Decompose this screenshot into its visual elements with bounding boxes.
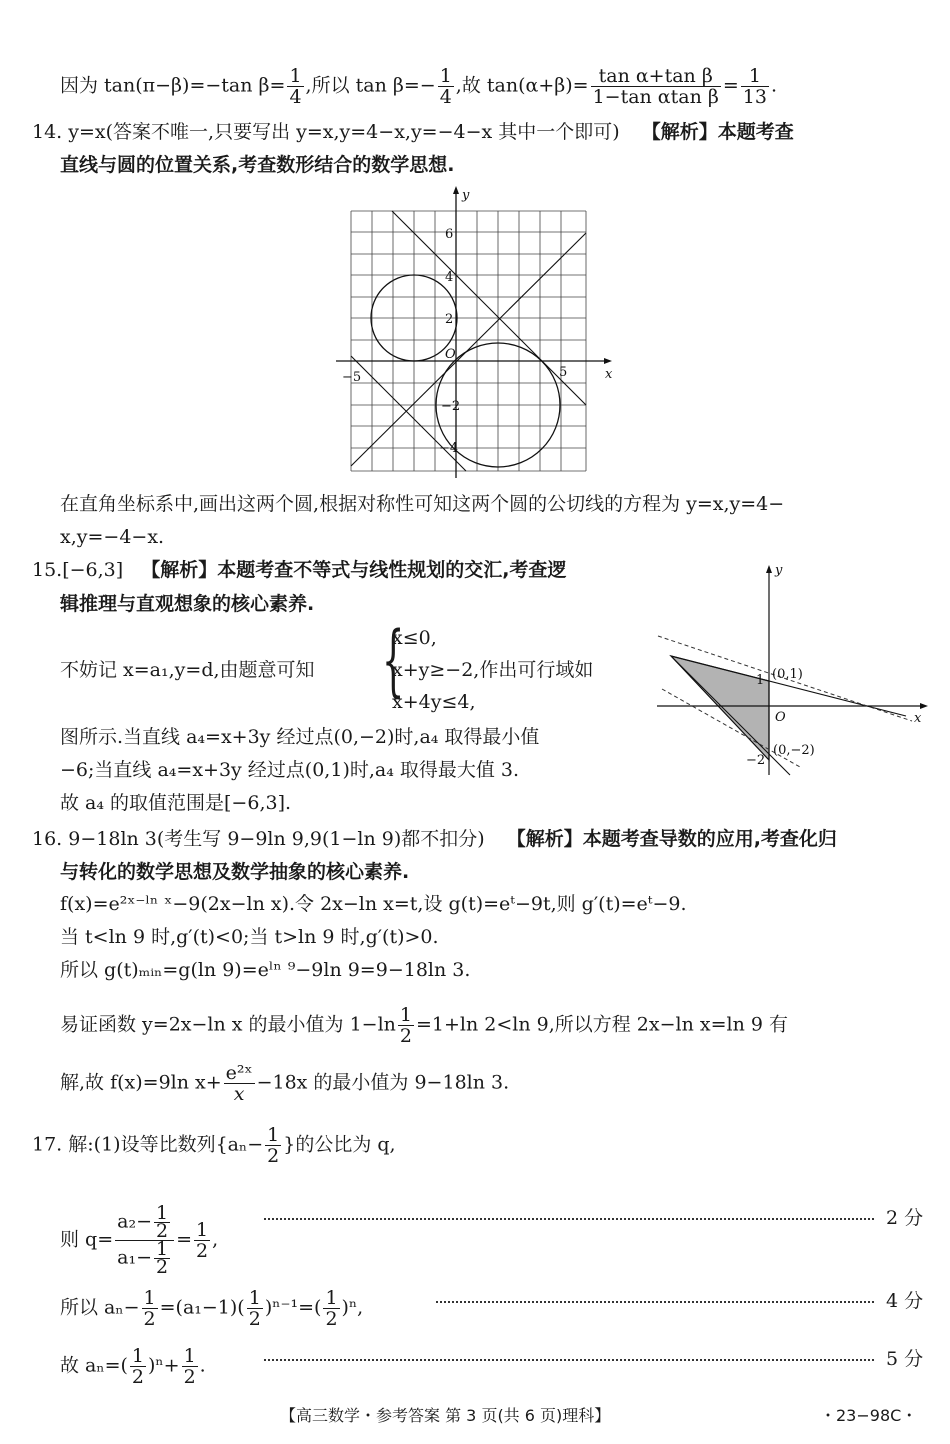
q16-l4: 当 t<ln 9 时,g′(t)<0;当 t>ln 9 时,g′(t)>0. bbox=[60, 926, 439, 948]
q14-tick-5: 5 bbox=[559, 365, 568, 380]
q14-tick-neg2: −2 bbox=[441, 399, 461, 414]
frac-one-quarter: $\frac{1}{4}$ bbox=[289, 65, 302, 108]
frac-half-q17-7: $\frac{1}{2}$ bbox=[183, 1345, 196, 1388]
q15-feasible-region bbox=[671, 656, 769, 760]
q17-dots-1 bbox=[256, 1205, 882, 1231]
q14-tick-neg4: −4 bbox=[439, 441, 459, 456]
q14-line2: 直线与圆的位置关系,考查数形结合的数学思想. bbox=[60, 154, 455, 176]
q17-l2: 则 q= a₂− $\frac{1}{2}$ a₁− $\frac{1}{2}$ = $\frac{1}{2}$ , bbox=[60, 1202, 219, 1278]
frac-q-ratio: a₂− $\frac{1}{2}$ a₁− $\frac{1}{2}$ bbox=[115, 1205, 174, 1276]
q17-l1: 17. 解:(1)设等比数列{aₙ− $\frac{1}{2}$ }的公比为 q, bbox=[32, 1124, 396, 1167]
q15-tick-1: 1 bbox=[756, 673, 765, 688]
tan-line: 因为 tan(π−β)=−tan β= $\frac{1}{4}$ ,所以 tan β=− $\frac{1}{4}$ ,故 tan(α+β)= $\frac{\text{tan α+tan β}}{\text{1−tan αtan β}}$ = $\frac{1}{13}$ . bbox=[60, 65, 778, 108]
tan-text-1: 因为 tan(π−β)=−tan β= bbox=[60, 74, 286, 97]
q15-label-y: y bbox=[775, 563, 783, 578]
q17-score-5: 5 分 bbox=[886, 1348, 924, 1370]
q15-p1: 不妨记 x=a₁,y=d,由题意可知 bbox=[60, 659, 315, 681]
q15-cond2: x+y≥−2,作出可行域如 bbox=[392, 659, 594, 681]
q15-cond1: x≤0, bbox=[392, 627, 437, 649]
q15-p2: 图所示.当直线 a₄=x+3y 经过点(0,−2)时,a₄ 取得最小值 bbox=[60, 726, 540, 748]
q15-graph bbox=[652, 558, 932, 778]
q14-label-origin: O bbox=[445, 347, 456, 362]
q14-graph bbox=[332, 182, 622, 482]
q15-point-0-1: (0,1) bbox=[772, 667, 803, 682]
q15-p4: 故 a₄ 的取值范围是[−6,3]. bbox=[60, 792, 292, 814]
q15-x-arrow bbox=[920, 703, 928, 709]
frac-tan-sum: $\frac{\text{tan α+tan β}}{\text{1−tan αtan β}}$ bbox=[592, 65, 719, 108]
q14-y-arrow bbox=[453, 186, 459, 194]
q16-answer: 16. 9−18ln 3(考生写 9−9ln 9,9(1−ln 9)都不扣分) 【解析】本题考查导数的应用,考查化归 bbox=[32, 828, 837, 850]
q14-tick-neg5: −5 bbox=[342, 370, 362, 385]
q15-line2: 辑推理与直观想象的核心素养. bbox=[60, 593, 315, 615]
q14-grid bbox=[351, 211, 586, 471]
q15-brace: { bbox=[382, 616, 405, 706]
q16-l6: 易证函数 y=2x−ln x 的最小值为 1−ln $\frac{1}{2}$ =1+ln 2<ln 9,所以方程 2x−ln x=ln 9 有 bbox=[60, 1004, 788, 1047]
frac-one-quarter-2: $\frac{1}{4}$ bbox=[439, 65, 452, 108]
q14-x-arrow bbox=[604, 358, 612, 364]
q14-tick-4: 4 bbox=[445, 270, 454, 285]
q16-l5: 所以 g(t)ₘᵢₙ=g(ln 9)=eˡⁿ ⁹−9ln 9=9−18ln 3. bbox=[60, 959, 471, 981]
q14-line-y-eq-x bbox=[351, 233, 586, 466]
frac-one-thirteenth: $\frac{1}{13}$ bbox=[742, 65, 767, 108]
q17-dots-3 bbox=[256, 1346, 882, 1372]
q17-score-4: 4 分 bbox=[886, 1290, 924, 1312]
footer-right: ・23−98C・ bbox=[820, 1406, 918, 1425]
q17-l3: 所以 aₙ− $\frac{1}{2}$ =(a₁−1)( $\frac{1}{2}$ )ⁿ⁻¹=( $\frac{1}{2}$ )ⁿ, bbox=[60, 1287, 364, 1330]
q16-line2: 与转化的数学思想及数学抽象的核心素养. bbox=[60, 861, 410, 883]
frac-e2x-over-x: $\frac{\text{e²ˣ}}{x}$ bbox=[225, 1062, 253, 1105]
q14-tick-6: 6 bbox=[445, 227, 454, 242]
q15-label-origin: O bbox=[775, 710, 786, 725]
q14-para2: x,y=−4−x. bbox=[60, 526, 165, 548]
q14-para1: 在直角坐标系中,画出这两个圆,根据对称性可知这两个圆的公切线的方程为 y=x,y=4− bbox=[60, 493, 785, 515]
frac-half-q17-1: $\frac{1}{2}$ bbox=[267, 1124, 280, 1167]
q17-score-2: 2 分 bbox=[886, 1207, 924, 1229]
q14-line-y-eq-4-minus-x bbox=[392, 211, 586, 405]
q17-dots-2 bbox=[428, 1288, 882, 1314]
q15-point-0-neg2: (0,−2) bbox=[773, 743, 815, 758]
q14-label-y: y bbox=[462, 188, 470, 203]
q17-l4: 故 aₙ=( $\frac{1}{2}$ )ⁿ+ $\frac{1}{2}$ . bbox=[60, 1345, 206, 1388]
q16-l3: f(x)=e²ˣ⁻ˡⁿ ˣ−9(2x−ln x).令 2x−ln x=t,设 g(t)=eᵗ−9t,则 g′(t)=eᵗ−9. bbox=[60, 893, 687, 915]
q15-answer: 15.[−6,3] 【解析】本题考查不等式与线性规划的交汇,考查逻 bbox=[32, 559, 567, 581]
q15-label-x: x bbox=[914, 711, 922, 726]
tan-text-2: ,所以 tan β=− bbox=[305, 74, 436, 97]
q15-y-arrow bbox=[766, 565, 772, 573]
frac-half-q17-6: $\frac{1}{2}$ bbox=[131, 1345, 145, 1388]
q15-p3: −6;当直线 a₄=x+3y 经过点(0,1)时,a₄ 取得最大值 3. bbox=[60, 759, 520, 781]
q16-l7: 解,故 f(x)=9ln x+ $\frac{\text{e²ˣ}}{x}$ −18x 的最小值为 9−18ln 3. bbox=[60, 1062, 510, 1105]
frac-half-q17-4: $\frac{1}{2}$ bbox=[248, 1287, 261, 1330]
q14-label-x: x bbox=[605, 367, 613, 382]
tan-text-3: ,故 tan(α+β)= bbox=[455, 74, 589, 97]
frac-half-q17-2: $\frac{1}{2}$ bbox=[196, 1219, 209, 1262]
frac-half-q17-3: $\frac{1}{2}$ bbox=[143, 1287, 156, 1330]
footer-center: 【高三数学・参考答案 第 3 页(共 6 页)理科】 bbox=[280, 1406, 611, 1425]
frac-half: $\frac{1}{2}$ bbox=[399, 1004, 412, 1047]
frac-half-q17-5: $\frac{1}{2}$ bbox=[325, 1287, 338, 1330]
q14-answer: 14. y=x(答案不唯一,只要写出 y=x,y=4−x,y=−4−x 其中一个即可) 【解析】本题考查 bbox=[32, 121, 794, 143]
q14-tick-2: 2 bbox=[445, 312, 454, 327]
q15-tick-neg2: −2 bbox=[746, 753, 766, 768]
q15-cond3: x+4y≤4, bbox=[392, 691, 476, 713]
